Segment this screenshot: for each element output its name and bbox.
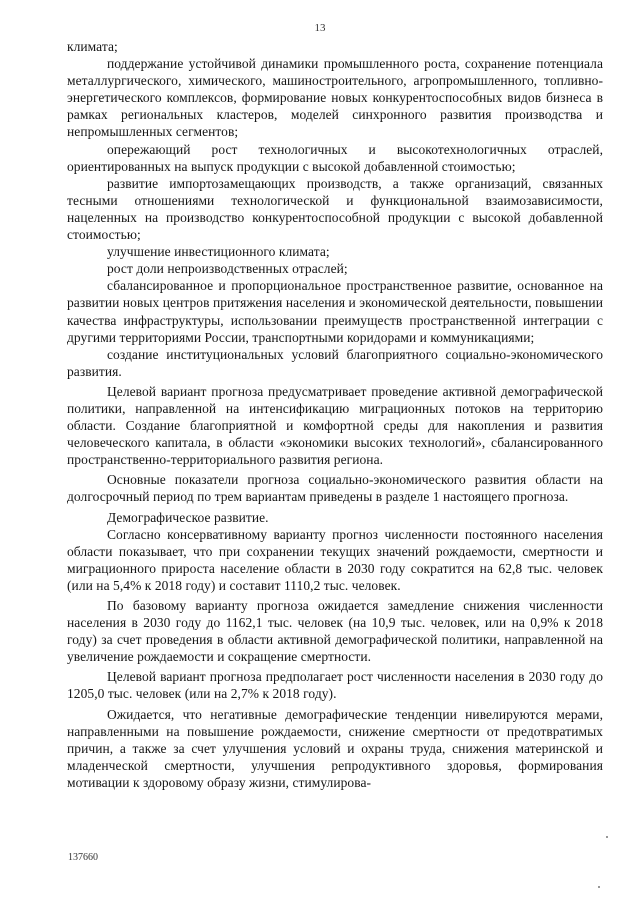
paragraph: развитие импортозамещающих производств, а также организаций, связанных тесными отношениями технологической и функциональной взаимозависимости, нацеленных на производство конкурентоспособной продукции с высокой добавленной стоимостью;	[67, 175, 603, 243]
paragraph: рост доли непроизводственных отраслей;	[107, 261, 348, 277]
paragraph: опережающий рост технологичных и высокотехнологичных отраслей, ориентированных на выпуск продукции с высокой добавленной стоимостью;	[67, 141, 603, 174]
scan-speck	[598, 886, 600, 888]
section-heading: Демографическое развитие.	[107, 509, 269, 525]
paragraph: поддержание устойчивой динамики промышленного роста, сохранение потенциала металлургического, химического, машиностроительного, агропромышленного, топливно-энергетического комплексов, формирование новых конкурентоспособных видов бизнеса в рамках региональных кластеров, моделей синхронного развития производства и непромышленных сегментов;	[67, 56, 603, 140]
paragraph: Целевой вариант прогноза предусматривает проведение активной демографической политики, направленной на интенсификацию миграционных потоков на территорию области. Создание благоприятной и комфортной среды для накопления и развития человеческого капитала, в области «экономики высоких технологий», сбалансированного пространственно-территориального развития региона.	[67, 383, 603, 468]
page-number: 13	[314, 22, 326, 34]
paragraph: Согласно консервативному варианту прогноз численности постоянного населения области показывает, что при сохранении текущих значений рождаемости, смертности и миграционного прироста население области в 2030 году сократится на 62,8 тыс. человек (или на 5,4% к 2018 году) и составит 1110,2 тыс. человек.	[67, 526, 603, 593]
paragraph: Ожидается, что негативные демографические тенденции нивелируются мерами, направленными на повышение рождаемости, снижение смертности от предотвратимых причин, а также за счет улучшения условий и охраны труда, снижения материнской и младенческой смертности, улучшения репродуктивного здоровья, формирования мотивации к здоровому образу жизни, стимулирова-	[67, 706, 603, 790]
paragraph: По базовому варианту прогноза ожидается замедление снижения численности населения в 2030 году до 1162,1 тыс. человек (на 10,9 тыс. человек, или на 0,9% к 2018 году) за счет проведения в области активной демографической политики, направленной на увеличение рождаемости и сокращение смертности.	[67, 598, 603, 665]
paragraph: Основные показатели прогноза социально-экономического развития области на долгосрочный период по трем вариантам приведены в разделе 1 настоящего прогноза.	[67, 472, 603, 505]
paragraph: Целевой вариант прогноза предполагает рост численности населения в 2030 году до 1205,0 тыс. человек (или на 2,7% к 2018 году).	[67, 669, 603, 702]
paragraph: сбалансированное и пропорциональное пространственное развитие, основанное на развитии новых центров притяжения населения и экономической деятельности, повышении качества инфраструктуры, использовании преимуществ пространственной интеграции с другими территориями России, транспортными коридорами и коммуникациями;	[67, 278, 603, 345]
paragraph: климата;	[67, 39, 118, 54]
document-body	[67, 38, 603, 791]
paragraph: создание институциональных условий благоприятного социально-экономического развития.	[67, 346, 603, 379]
document-code: 137660	[68, 852, 98, 863]
paragraph: улучшение инвестиционного климата;	[107, 244, 330, 260]
scan-speck	[606, 836, 608, 838]
